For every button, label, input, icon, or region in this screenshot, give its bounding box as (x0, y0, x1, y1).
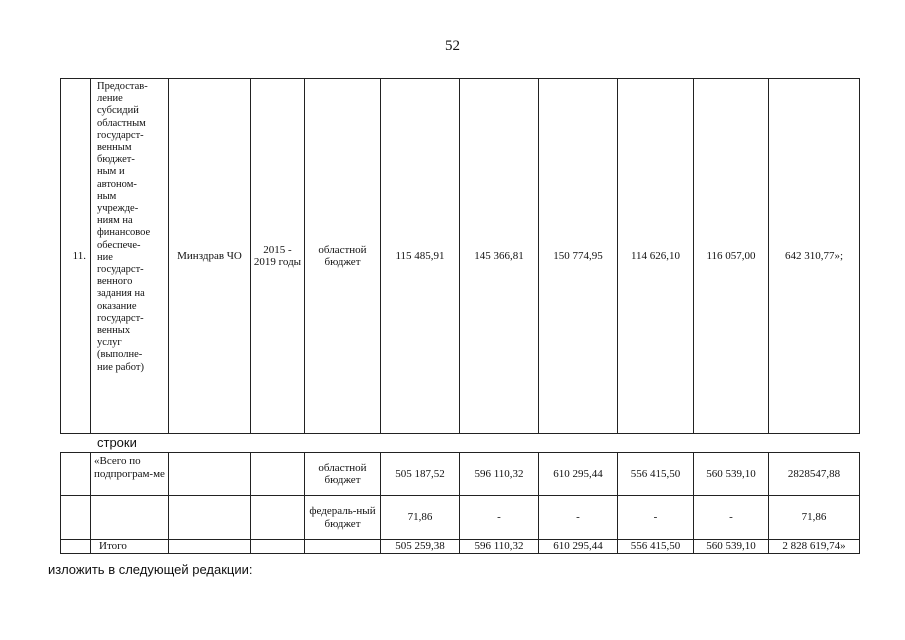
empty-cell (305, 540, 381, 554)
measure-name-line: ниям на (97, 215, 133, 227)
value-cell: - (460, 496, 539, 540)
footer-text: изложить в следующей редакции: (48, 562, 253, 577)
empty-cell (91, 496, 169, 540)
funding-source: областной бюджет (305, 79, 381, 434)
page-number: 52 (445, 38, 460, 54)
between-text: строки (97, 435, 137, 450)
measure-name-line: Предостав- (97, 81, 148, 92)
totals-table (60, 452, 860, 554)
empty-cell (169, 540, 251, 554)
empty-cell (61, 540, 91, 554)
value-cell: 71,86 (381, 496, 460, 540)
measure-name-line: задания на (97, 288, 145, 300)
empty-cell (251, 540, 305, 554)
measure-name-line: ным (97, 190, 117, 202)
value-cell: 610 295,44 (539, 540, 618, 554)
measure-name-line: государст- (97, 264, 144, 276)
value-cell: 116 057,00 (694, 79, 769, 434)
funding-source: областной бюджет (305, 453, 381, 496)
empty-cell (251, 453, 305, 496)
empty-cell (169, 496, 251, 540)
measure-name-line: (выполне- (97, 349, 143, 361)
measure-name-line: финансовое (97, 227, 151, 239)
measure-name-line: услуг (97, 337, 122, 349)
value-cell: - (618, 496, 694, 540)
measure-name-line: оказание (97, 300, 137, 312)
value-cell: - (539, 496, 618, 540)
value-cell: 505 187,52 (381, 453, 460, 496)
value-cell: 642 310,77»; (769, 79, 860, 434)
value-cell: 556 415,50 (618, 453, 694, 496)
value-cell: 610 295,44 (539, 453, 618, 496)
value-cell: - (694, 496, 769, 540)
itogo-label: Итого (91, 540, 169, 554)
measure-name-line: ление (97, 93, 123, 105)
measure-name-line: государст- (97, 129, 144, 141)
measure-name-line: ние (97, 251, 113, 263)
empty-cell (169, 453, 251, 496)
value-cell: 2828547,88 (769, 453, 860, 496)
empty-cell (61, 496, 91, 540)
measure-name-line: ным и (97, 166, 125, 178)
measure-name-line: венных (97, 325, 131, 337)
value-cell: 560 539,10 (694, 453, 769, 496)
measure-name-line: автоном- (97, 178, 137, 190)
value-cell: 114 626,10 (618, 79, 694, 434)
measure-name (91, 79, 169, 434)
measure-name-line: государст- (97, 312, 144, 324)
value-cell: 71,86 (769, 496, 860, 540)
value-cell: 505 259,38 (381, 540, 460, 554)
measure-name-line: венным (97, 142, 132, 154)
funding-source: федераль-ный бюджет (305, 496, 381, 540)
value-cell: 596 110,32 (460, 453, 539, 496)
value-cell: 150 774,95 (539, 79, 618, 434)
measure-name-line: венного (97, 276, 133, 288)
executor: Минздрав ЧО (169, 79, 251, 434)
value-cell: 556 415,50 (618, 540, 694, 554)
totals-label: «Всего по подпрограм-ме (91, 453, 169, 496)
value-cell: 115 485,91 (381, 79, 460, 434)
measure-name-line: обеспече- (97, 239, 141, 251)
empty-cell (251, 496, 305, 540)
empty-cell (61, 453, 91, 496)
period: 2015 - 2019 годы (251, 79, 305, 434)
value-cell: 145 366,81 (460, 79, 539, 434)
measure-name-line: учрежде- (97, 203, 139, 215)
measure-name-line: бюджет- (97, 154, 135, 166)
value-cell: 596 110,32 (460, 540, 539, 554)
program-row-table (60, 78, 860, 434)
row-index: 11. (61, 79, 91, 434)
value-cell: 2 828 619,74» (769, 540, 860, 554)
measure-name-line: ние работ) (97, 361, 144, 373)
measure-name-line: областным (97, 117, 146, 129)
measure-name-line: субсидий (97, 105, 139, 117)
value-cell: 560 539,10 (694, 540, 769, 554)
